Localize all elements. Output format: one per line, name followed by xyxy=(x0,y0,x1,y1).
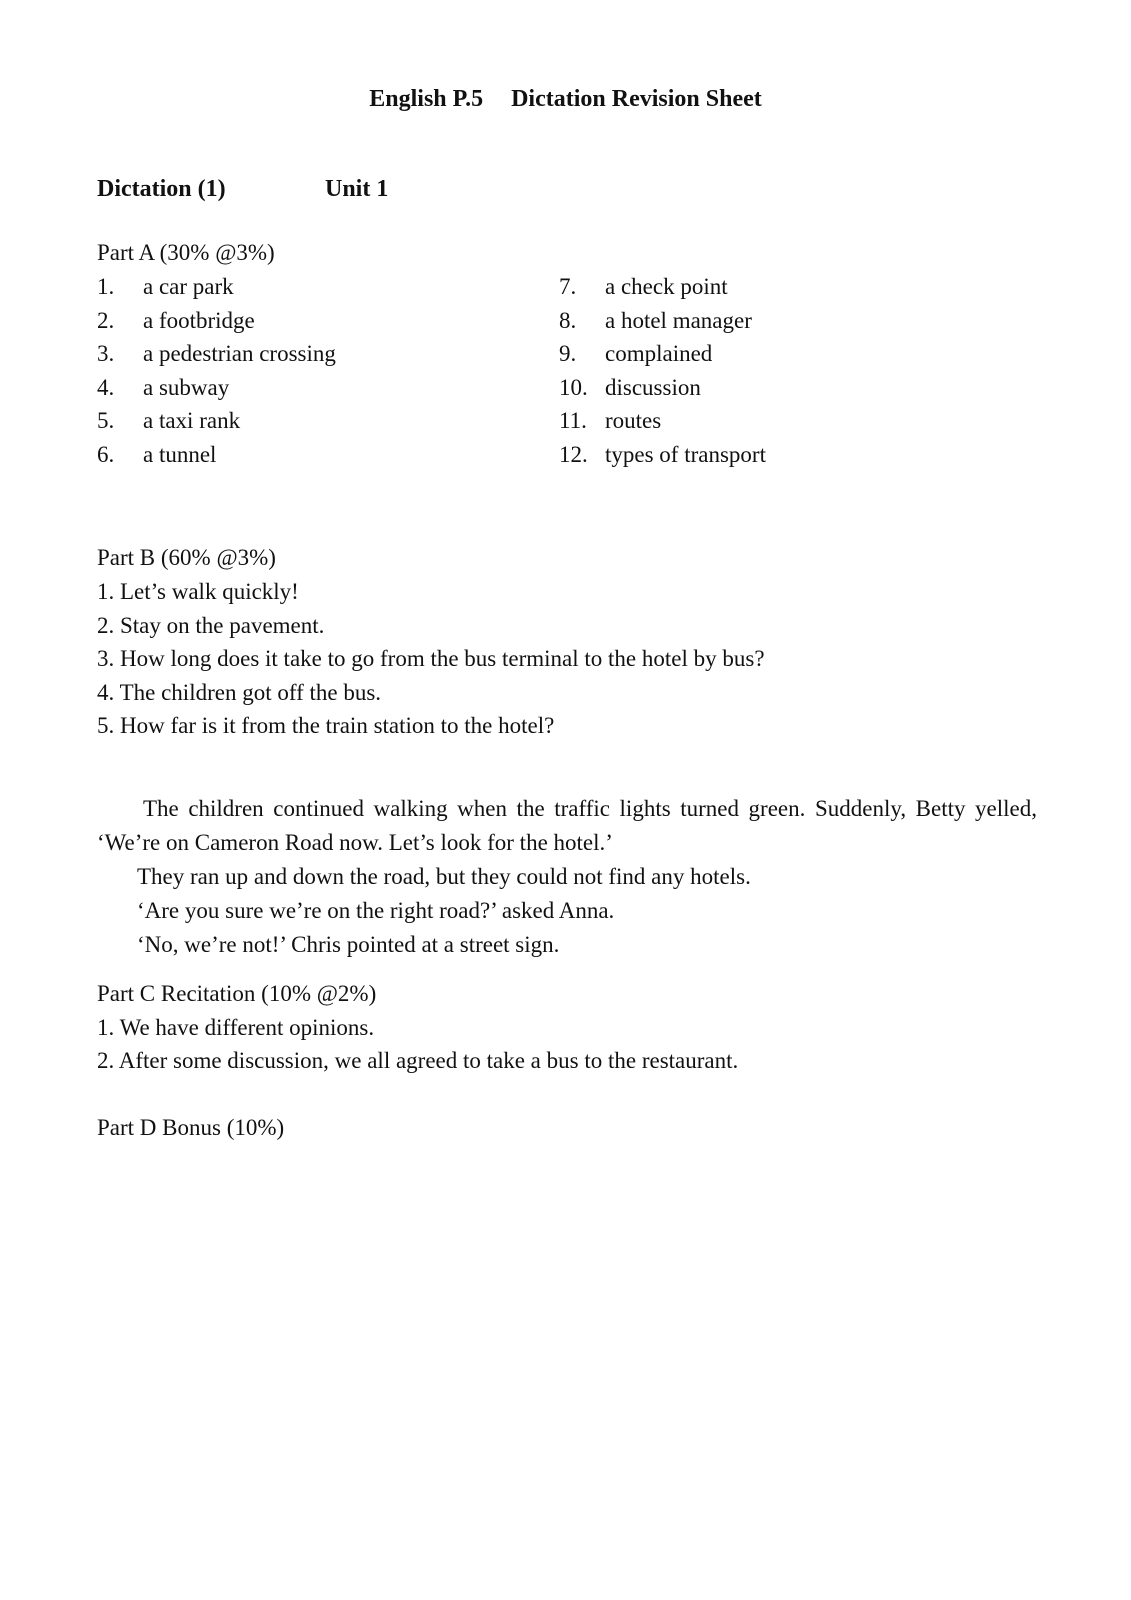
sentence: 2. After some discussion, we all agreed to take a bus to the restaurant. xyxy=(97,1048,739,1073)
part-b-header: Part B (60% @3%) xyxy=(97,545,276,570)
title-name: Dictation Revision Sheet xyxy=(511,86,762,112)
unit-label: Unit 1 xyxy=(325,176,389,202)
vocab-item: 9. complained xyxy=(559,341,713,366)
dictation-number: Dictation (1) xyxy=(97,176,226,202)
vocab-item: 12. types of transport xyxy=(559,442,766,467)
sentence: 1. We have different opinions. xyxy=(97,1015,375,1040)
vocab-item: 11. routes xyxy=(559,408,662,433)
passage-paragraph: The children continued walking when the traffic lights turned green. Suddenly, Betty yelled, ‘We’re on Cameron Road now. Let’s look for the hotel.’ xyxy=(97,796,1037,855)
passage-paragraph: ‘Are you sure we’re on the right road?’ asked Anna. xyxy=(137,898,615,923)
sentence: 1. Let’s walk quickly! xyxy=(97,579,299,604)
vocab-item: 2. a footbridge xyxy=(97,308,255,333)
vocab-item: 4. a subway xyxy=(97,375,230,400)
dictation-heading xyxy=(97,176,389,203)
sentence: 3. How long does it take to go from the bus terminal to the hotel by bus? xyxy=(97,646,765,671)
sentence: 4. The children got off the bus. xyxy=(97,680,382,705)
part-d-header: Part D Bonus (10%) xyxy=(97,1115,285,1140)
sentence: 5. How far is it from the train station to the hotel? xyxy=(97,713,555,738)
passage xyxy=(97,792,1037,962)
part-a-header: Part A (30% @3%) xyxy=(97,240,275,265)
passage-paragraph: They ran up and down the road, but they could not find any hotels. xyxy=(137,864,751,889)
vocab-item: 6. a tunnel xyxy=(97,442,217,467)
part-c-header: Part C Recitation (10% @2%) xyxy=(97,981,377,1006)
page-title xyxy=(0,86,1131,113)
vocab-item: 1. a car park xyxy=(97,274,234,299)
vocab-item: 10. discussion xyxy=(559,375,701,400)
sentence: 2. Stay on the pavement. xyxy=(97,613,325,638)
vocab-item: 5. a taxi rank xyxy=(97,408,241,433)
title-subject: English P.5 xyxy=(369,86,484,112)
vocab-item: 7. a check point xyxy=(559,274,728,299)
vocab-item: 3. a pedestrian crossing xyxy=(97,341,336,366)
vocab-item: 8. a hotel manager xyxy=(559,308,752,333)
passage-paragraph: ‘No, we’re not!’ Chris pointed at a street sign. xyxy=(137,932,560,957)
